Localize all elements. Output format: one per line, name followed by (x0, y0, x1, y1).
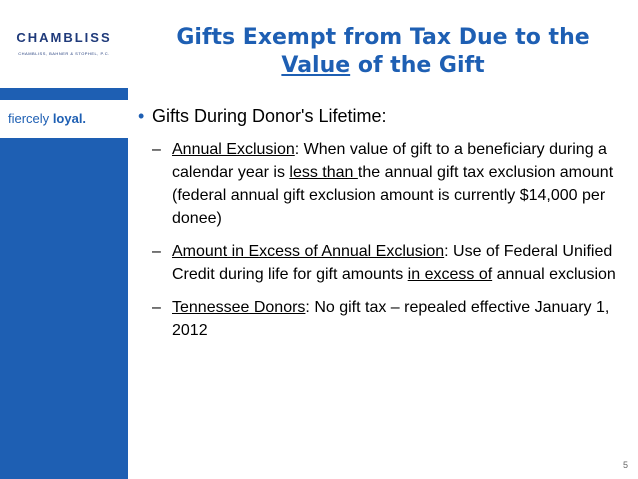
underlined-text: in excess of (407, 266, 493, 283)
bullet-colon: : (381, 106, 387, 126)
underlined-text: less than (289, 164, 358, 181)
tagline-word-2: loyal. (52, 111, 87, 126)
slide-title (140, 24, 626, 80)
title-underlined-word: Value (281, 53, 351, 78)
slide-content (138, 104, 628, 342)
sub-item-annual-exclusion (138, 138, 628, 230)
page-number: 5 (622, 460, 628, 470)
text: : Use of Federal Unified Credit during life for gift amounts (172, 243, 613, 283)
tagline-word-1: fiercely (8, 111, 50, 126)
company-logo (0, 0, 128, 88)
term-tennessee: Tennessee Donors (172, 299, 306, 316)
text: : No gift tax – repealed effective January 1, 2012 (172, 299, 610, 339)
logo-wordmark: CHAMBLISS (16, 30, 112, 45)
sub-item-tennessee (138, 296, 628, 342)
dash-icon: – (152, 243, 161, 260)
title-line-2 (140, 52, 626, 80)
text: annual exclusion (492, 266, 616, 283)
title-line-2-rest: of the Gift (350, 53, 485, 78)
tagline (8, 111, 86, 126)
term-annual-exclusion: Annual Exclusion (172, 141, 295, 158)
bullet-item (138, 104, 628, 128)
bullet-icon: • (138, 106, 145, 126)
sub-item-excess (138, 240, 628, 286)
dash-icon: – (152, 299, 161, 316)
title-line-1: Gifts Exempt from Tax Due to the (176, 25, 590, 50)
tagline-box (0, 100, 128, 138)
logo-subtitle: CHAMBLISS, BAHNER & STOPHEL, P.C. (18, 51, 110, 56)
bullet-label: Gifts During Donor's Lifetime (152, 106, 382, 126)
term-excess: Amount in Excess of Annual Exclusion (172, 243, 445, 260)
text: : When value of gift to a beneficiary during a calendar year is (172, 141, 607, 181)
dash-icon: – (152, 141, 161, 158)
text: the annual gift tax exclusion amount (federal annual gift exclusion amount is currently $14,000 per donee) (172, 164, 614, 227)
